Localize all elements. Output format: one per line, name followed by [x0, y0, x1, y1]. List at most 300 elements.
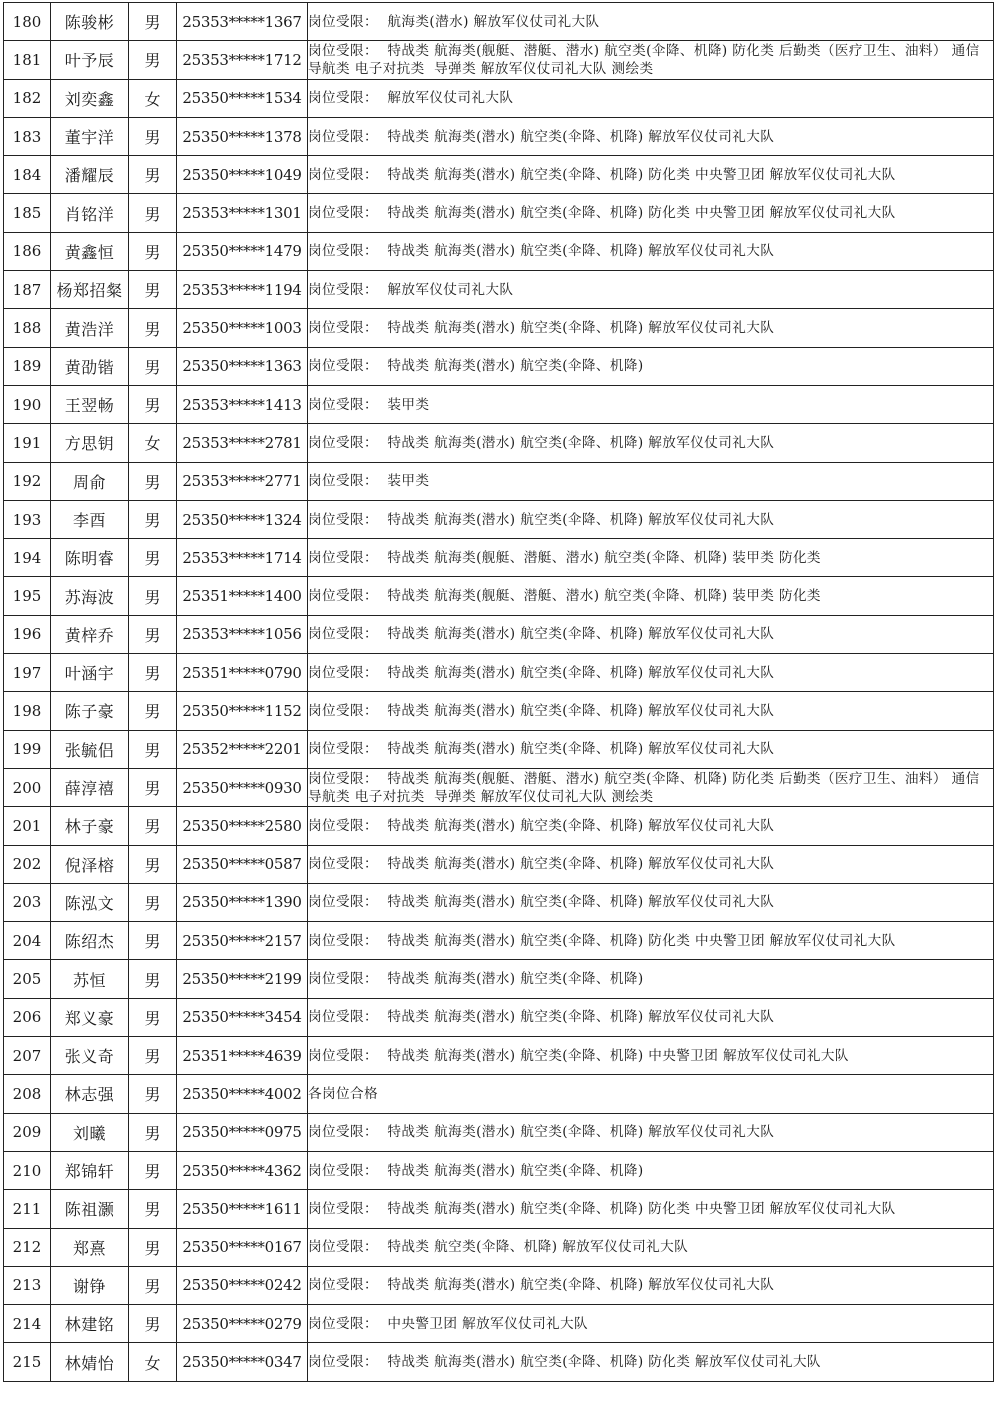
id-number-cell: [177, 1151, 308, 1189]
person-name-cell: [51, 1190, 129, 1228]
table-row: [4, 271, 994, 309]
table-row: [4, 692, 994, 730]
person-name-cell: [51, 156, 129, 194]
id-number: 25352*****2201: [182, 740, 302, 759]
id-number-cell: [177, 539, 308, 577]
person-name: 潘耀辰: [64, 166, 115, 186]
id-number-cell: [177, 845, 308, 883]
id-number-cell: [177, 615, 308, 653]
row-number-cell: [4, 883, 51, 921]
gender-cell: [129, 79, 177, 117]
person-name: 林子豪: [64, 817, 115, 837]
id-number: 25350*****1378: [182, 127, 302, 146]
person-name-cell: [51, 462, 129, 500]
restriction-note: 岗位受限： 特战类 航海类(潜水) 航空类(伞降、机降): [308, 971, 644, 988]
person-name: 薛淳禧: [64, 779, 115, 799]
table-row: [4, 577, 994, 615]
person-name-cell: [51, 79, 129, 117]
row-number: 181: [12, 50, 42, 69]
row-number-cell: [4, 156, 51, 194]
restriction-note-cell: [308, 654, 994, 692]
id-number: 25351*****1400: [182, 587, 302, 606]
gender: 男: [144, 1315, 161, 1335]
row-number-cell: [4, 960, 51, 998]
row-number-cell: [4, 730, 51, 768]
restriction-note: 岗位受限： 特战类 航海类(潜水) 航空类(伞降、机降) 防化类 中央警卫团 解放军仪仗司礼大队: [308, 1200, 896, 1217]
person-name-cell: [51, 768, 129, 806]
person-name: 董宇洋: [64, 128, 115, 148]
id-number-cell: [177, 41, 308, 79]
table-row: [4, 3, 994, 41]
id-number: 25350*****2580: [182, 816, 302, 835]
id-number: 25353*****1301: [182, 204, 302, 223]
restriction-note: 各岗位合格: [308, 1085, 378, 1102]
table-row: [4, 1343, 994, 1381]
gender: 男: [144, 13, 161, 33]
restriction-note-cell: [308, 577, 994, 615]
gender-cell: [129, 539, 177, 577]
person-name-cell: [51, 232, 129, 270]
id-number-cell: [177, 1343, 308, 1381]
gender-cell: [129, 1266, 177, 1304]
person-name-cell: [51, 922, 129, 960]
id-number-cell: [177, 1037, 308, 1075]
restriction-note-cell: [308, 1343, 994, 1381]
gender: 女: [144, 89, 161, 109]
restriction-note-cell: [308, 615, 994, 653]
person-name-cell: [51, 500, 129, 538]
row-number: 200: [12, 778, 42, 797]
table-row: [4, 1228, 994, 1266]
restriction-note: 岗位受限： 特战类 航海类(潜水) 航空类(伞降、机降) 解放军仪仗司礼大队: [308, 741, 775, 758]
row-number: 211: [12, 1199, 42, 1218]
person-name: 张毓侣: [64, 740, 115, 760]
table-row: [4, 1075, 994, 1113]
row-number: 182: [12, 89, 42, 108]
person-name: 黄劭锴: [64, 357, 115, 377]
restriction-note: 岗位受限： 特战类 航海类(舰艇、潜艇、潜水) 航空类(伞降、机降) 装甲类 防化类: [308, 549, 821, 566]
id-number-cell: [177, 500, 308, 538]
restriction-note: 岗位受限： 解放军仪仗司礼大队: [308, 281, 514, 298]
id-number-cell: [177, 79, 308, 117]
row-number: 192: [12, 472, 42, 491]
gender-cell: [129, 3, 177, 41]
restriction-note-cell: [308, 922, 994, 960]
restriction-note-cell: [308, 845, 994, 883]
person-name-cell: [51, 271, 129, 309]
row-number-cell: [4, 654, 51, 692]
row-number-cell: [4, 922, 51, 960]
gender-cell: [129, 807, 177, 845]
row-number: 202: [12, 855, 42, 874]
restriction-note: 岗位受限： 特战类 航海类(潜水) 航空类(伞降、机降) 防化类 中央警卫团 解放军仪仗司礼大队: [308, 932, 896, 949]
id-number-cell: [177, 232, 308, 270]
person-name-cell: [51, 960, 129, 998]
gender-cell: [129, 615, 177, 653]
person-name: 谢铮: [72, 1276, 106, 1296]
table-row: [4, 1190, 994, 1228]
table-row: [4, 807, 994, 845]
person-name: 林建铭: [64, 1315, 115, 1335]
restriction-note: 岗位受限： 特战类 航海类(潜水) 航空类(伞降、机降) 解放军仪仗司礼大队: [308, 511, 775, 528]
id-number: 25351*****4639: [182, 1046, 302, 1065]
gender: 男: [144, 855, 161, 875]
id-number: 25350*****1324: [182, 510, 302, 529]
gender: 男: [144, 204, 161, 224]
table-row: [4, 768, 994, 806]
person-name-cell: [51, 577, 129, 615]
gender-cell: [129, 1190, 177, 1228]
person-name-cell: [51, 883, 129, 921]
gender-cell: [129, 347, 177, 385]
gender-cell: [129, 883, 177, 921]
id-number: 25353*****1367: [182, 12, 302, 31]
row-number: 198: [12, 701, 42, 720]
gender: 男: [144, 242, 161, 262]
person-name: 李酉: [72, 511, 106, 530]
person-name-cell: [51, 654, 129, 692]
row-number: 197: [12, 663, 42, 682]
gender-cell: [129, 768, 177, 806]
id-number-cell: [177, 194, 308, 232]
row-number-cell: [4, 424, 51, 462]
restriction-note: 岗位受限： 特战类 航海类(潜水) 航空类(伞降、机降) 解放军仪仗司礼大队: [308, 434, 775, 451]
gender: 男: [144, 587, 161, 607]
gender: 男: [144, 779, 161, 799]
gender-cell: [129, 922, 177, 960]
gender-cell: [129, 1305, 177, 1343]
restriction-note: 岗位受限： 特战类 航海类(潜水) 航空类(伞降、机降) 解放军仪仗司礼大队: [308, 1277, 775, 1294]
row-number-cell: [4, 194, 51, 232]
gender: 男: [144, 1276, 161, 1296]
row-number: 194: [12, 548, 42, 567]
person-name: 林志强: [64, 1085, 115, 1105]
person-name: 倪泽榕: [64, 855, 115, 875]
id-number: 25350*****0930: [182, 778, 302, 797]
id-number: 25350*****1534: [182, 89, 302, 108]
person-name-cell: [51, 998, 129, 1036]
row-number: 203: [12, 893, 42, 912]
gender-cell: [129, 998, 177, 1036]
gender-cell: [129, 309, 177, 347]
person-name-cell: [51, 1228, 129, 1266]
restriction-note-cell: [308, 1151, 994, 1189]
person-name-cell: [51, 194, 129, 232]
person-name-cell: [51, 807, 129, 845]
gender: 男: [144, 932, 161, 952]
restriction-note-cell: [308, 883, 994, 921]
row-number-cell: [4, 768, 51, 806]
gender-cell: [129, 156, 177, 194]
id-number-cell: [177, 156, 308, 194]
restriction-note-cell: [308, 117, 994, 155]
person-name: 黄鑫恒: [64, 242, 115, 262]
row-number-cell: [4, 41, 51, 79]
gender-cell: [129, 577, 177, 615]
restriction-note-cell: [308, 998, 994, 1036]
table-row: [4, 309, 994, 347]
table-row: [4, 1266, 994, 1304]
person-name: 陈明睿: [64, 549, 115, 569]
person-name: 郑锦轩: [64, 1162, 115, 1182]
restriction-note-cell: [308, 500, 994, 538]
person-name: 陈绍杰: [64, 932, 115, 952]
row-number: 180: [12, 12, 42, 31]
id-number: 25350*****1390: [182, 893, 302, 912]
row-number: 186: [12, 242, 42, 261]
id-number-cell: [177, 692, 308, 730]
gender-cell: [129, 692, 177, 730]
id-number: 25350*****0279: [182, 1314, 302, 1333]
row-number: 205: [12, 970, 42, 989]
id-number-cell: [177, 654, 308, 692]
restriction-note: 岗位受限： 特战类 航海类(舰艇、潜艇、潜水) 航空类(伞降、机降) 防化类 后勤类（医疗卫生、油料） 通信导航类 电子对抗类 导弹类 解放军仪仗司礼大队 测绘类: [308, 770, 980, 805]
row-number: 183: [12, 127, 42, 146]
id-number-cell: [177, 768, 308, 806]
gender-cell: [129, 1228, 177, 1266]
row-number: 199: [12, 740, 42, 759]
gender: 男: [144, 281, 161, 301]
row-number-cell: [4, 692, 51, 730]
row-number-cell: [4, 117, 51, 155]
gender: 男: [144, 1008, 161, 1028]
person-name-cell: [51, 347, 129, 385]
table-row: [4, 500, 994, 538]
row-number-cell: [4, 1075, 51, 1113]
restriction-note: 岗位受限： 特战类 航海类(潜水) 航空类(伞降、机降) 中央警卫团 解放军仪仗司礼大队: [308, 1047, 849, 1064]
row-number: 204: [12, 931, 42, 950]
roster-table: [3, 2, 994, 1382]
row-number: 201: [12, 816, 42, 835]
restriction-note: 岗位受限： 解放军仪仗司礼大队: [308, 90, 514, 107]
gender-cell: [129, 232, 177, 270]
id-number-cell: [177, 462, 308, 500]
id-number: 25350*****1479: [182, 242, 302, 261]
row-number-cell: [4, 500, 51, 538]
gender-cell: [129, 1037, 177, 1075]
restriction-note: 岗位受限： 特战类 航海类(潜水) 航空类(伞降、机降) 解放军仪仗司礼大队: [308, 817, 775, 834]
restriction-note: 岗位受限： 特战类 航海类(潜水) 航空类(伞降、机降) 防化类 解放军仪仗司礼大队: [308, 1354, 821, 1371]
gender-cell: [129, 424, 177, 462]
row-number-cell: [4, 1305, 51, 1343]
table-row: [4, 156, 994, 194]
restriction-note-cell: [308, 156, 994, 194]
gender-cell: [129, 194, 177, 232]
row-number-cell: [4, 845, 51, 883]
person-name: 方思钥: [64, 434, 115, 454]
gender-cell: [129, 1343, 177, 1381]
id-number-cell: [177, 385, 308, 423]
id-number-cell: [177, 807, 308, 845]
id-number: 25350*****1049: [182, 165, 302, 184]
person-name: 陈骏彬: [64, 13, 115, 33]
id-number: 25350*****0242: [182, 1276, 302, 1295]
id-number: 25350*****2157: [182, 931, 302, 950]
id-number: 25350*****4362: [182, 1161, 302, 1180]
id-number: 25353*****1714: [182, 548, 302, 567]
id-number-cell: [177, 1190, 308, 1228]
id-number-cell: [177, 424, 308, 462]
table-row: [4, 654, 994, 692]
id-number: 25350*****0167: [182, 1238, 302, 1257]
restriction-note-cell: [308, 3, 994, 41]
restriction-note-cell: [308, 807, 994, 845]
table-row: [4, 1305, 994, 1343]
restriction-note-cell: [308, 347, 994, 385]
row-number-cell: [4, 998, 51, 1036]
id-number-cell: [177, 117, 308, 155]
row-number-cell: [4, 3, 51, 41]
row-number-cell: [4, 1343, 51, 1381]
gender-cell: [129, 845, 177, 883]
gender: 男: [144, 1200, 161, 1220]
gender: 男: [144, 128, 161, 148]
restriction-note-cell: [308, 692, 994, 730]
table-row: [4, 462, 994, 500]
id-number-cell: [177, 998, 308, 1036]
gender: 男: [144, 1162, 161, 1182]
restriction-note-cell: [308, 960, 994, 998]
id-number-cell: [177, 883, 308, 921]
person-name-cell: [51, 730, 129, 768]
id-number-cell: [177, 922, 308, 960]
id-number: 25350*****4002: [182, 1084, 302, 1103]
person-name: 王翌畅: [64, 396, 115, 416]
id-number: 25350*****1363: [182, 357, 302, 376]
restriction-note-cell: [308, 271, 994, 309]
restriction-note: 岗位受限： 特战类 航海类(潜水) 航空类(伞降、机降) 解放军仪仗司礼大队: [308, 664, 775, 681]
person-name-cell: [51, 1075, 129, 1113]
person-name-cell: [51, 615, 129, 653]
gender: 男: [144, 817, 161, 837]
gender: 女: [144, 434, 161, 454]
row-number: 212: [12, 1238, 42, 1257]
person-name: 陈祖灏: [64, 1200, 115, 1220]
person-name-cell: [51, 117, 129, 155]
person-name-cell: [51, 1151, 129, 1189]
row-number: 214: [12, 1314, 42, 1333]
person-name: 郑义豪: [64, 1008, 115, 1028]
gender: 男: [144, 740, 161, 760]
restriction-note: 岗位受限： 特战类 航海类(潜水) 航空类(伞降、机降) 解放军仪仗司礼大队: [308, 702, 775, 719]
gender-cell: [129, 500, 177, 538]
restriction-note-cell: [308, 462, 994, 500]
person-name-cell: [51, 1305, 129, 1343]
table-row: [4, 232, 994, 270]
person-name: 张义奇: [64, 1047, 115, 1067]
person-name-cell: [51, 1266, 129, 1304]
person-name: 陈子豪: [64, 702, 115, 722]
table-row: [4, 960, 994, 998]
row-number: 210: [12, 1161, 42, 1180]
restriction-note-cell: [308, 1037, 994, 1075]
table-row: [4, 539, 994, 577]
id-number: 25353*****1056: [182, 625, 302, 644]
id-number: 25350*****0975: [182, 1123, 302, 1142]
roster-body: [4, 3, 994, 1382]
table-row: [4, 194, 994, 232]
person-name: 苏恒: [72, 970, 106, 990]
row-number-cell: [4, 347, 51, 385]
row-number-cell: [4, 1037, 51, 1075]
person-name: 杨郑招粲: [56, 281, 123, 301]
restriction-note: 岗位受限： 特战类 航海类(潜水) 航空类(伞降、机降) 防化类 中央警卫团 解放军仪仗司礼大队: [308, 166, 896, 183]
id-number-cell: [177, 271, 308, 309]
gender-cell: [129, 117, 177, 155]
restriction-note: 岗位受限： 特战类 航海类(潜水) 航空类(伞降、机降) 解放军仪仗司礼大队: [308, 626, 775, 643]
person-name-cell: [51, 1343, 129, 1381]
restriction-note-cell: [308, 1113, 994, 1151]
person-name-cell: [51, 41, 129, 79]
row-number: 185: [12, 204, 42, 223]
restriction-note-cell: [308, 385, 994, 423]
restriction-note: 岗位受限： 中央警卫团 解放军仪仗司礼大队: [308, 1315, 589, 1332]
id-number-cell: [177, 1228, 308, 1266]
restriction-note-cell: [308, 1075, 994, 1113]
row-number: 188: [12, 319, 42, 338]
row-number: 190: [12, 395, 42, 414]
restriction-note: 岗位受限： 特战类 航空类(伞降、机降) 解放军仪仗司礼大队: [308, 1239, 689, 1256]
person-name: 刘奕鑫: [64, 89, 115, 109]
table-row: [4, 998, 994, 1036]
restriction-note: 岗位受限： 特战类 航海类(潜水) 航空类(伞降、机降) 解放军仪仗司礼大队: [308, 1124, 775, 1141]
restriction-note-cell: [308, 232, 994, 270]
row-number: 193: [12, 510, 42, 529]
id-number-cell: [177, 3, 308, 41]
id-number: 25350*****1003: [182, 319, 302, 338]
restriction-note-cell: [308, 1228, 994, 1266]
person-name-cell: [51, 539, 129, 577]
restriction-note: 岗位受限： 特战类 航海类(潜水) 航空类(伞降、机降): [308, 1162, 644, 1179]
id-number: 25350*****1611: [182, 1199, 302, 1218]
person-name-cell: [51, 385, 129, 423]
row-number-cell: [4, 1228, 51, 1266]
restriction-note: 岗位受限： 特战类 航海类(潜水) 航空类(伞降、机降) 解放军仪仗司礼大队: [308, 894, 775, 911]
gender: 女: [144, 1353, 161, 1373]
gender: 男: [144, 893, 161, 913]
restriction-note-cell: [308, 194, 994, 232]
restriction-note: 岗位受限： 装甲类: [308, 473, 430, 490]
gender: 男: [144, 664, 161, 684]
restriction-note: 岗位受限： 装甲类: [308, 396, 430, 413]
id-number: 25350*****3454: [182, 1008, 302, 1027]
row-number-cell: [4, 462, 51, 500]
row-number-cell: [4, 232, 51, 270]
id-number-cell: [177, 1113, 308, 1151]
row-number-cell: [4, 807, 51, 845]
gender-cell: [129, 1151, 177, 1189]
table-row: [4, 117, 994, 155]
gender: 男: [144, 1238, 161, 1258]
row-number: 187: [12, 280, 42, 299]
person-name: 黄浩洋: [64, 319, 115, 339]
restriction-note-cell: [308, 730, 994, 768]
gender-cell: [129, 271, 177, 309]
gender: 男: [144, 1085, 161, 1105]
id-number: 25353*****1413: [182, 395, 302, 414]
row-number: 215: [12, 1353, 42, 1372]
gender: 男: [144, 1123, 161, 1143]
row-number-cell: [4, 309, 51, 347]
gender: 男: [144, 396, 161, 416]
person-name: 肖铭洋: [64, 204, 115, 224]
gender: 男: [144, 472, 161, 492]
restriction-note-cell: [308, 41, 994, 79]
row-number: 213: [12, 1276, 42, 1295]
person-name: 苏海波: [64, 587, 115, 607]
id-number-cell: [177, 347, 308, 385]
table-row: [4, 41, 994, 79]
